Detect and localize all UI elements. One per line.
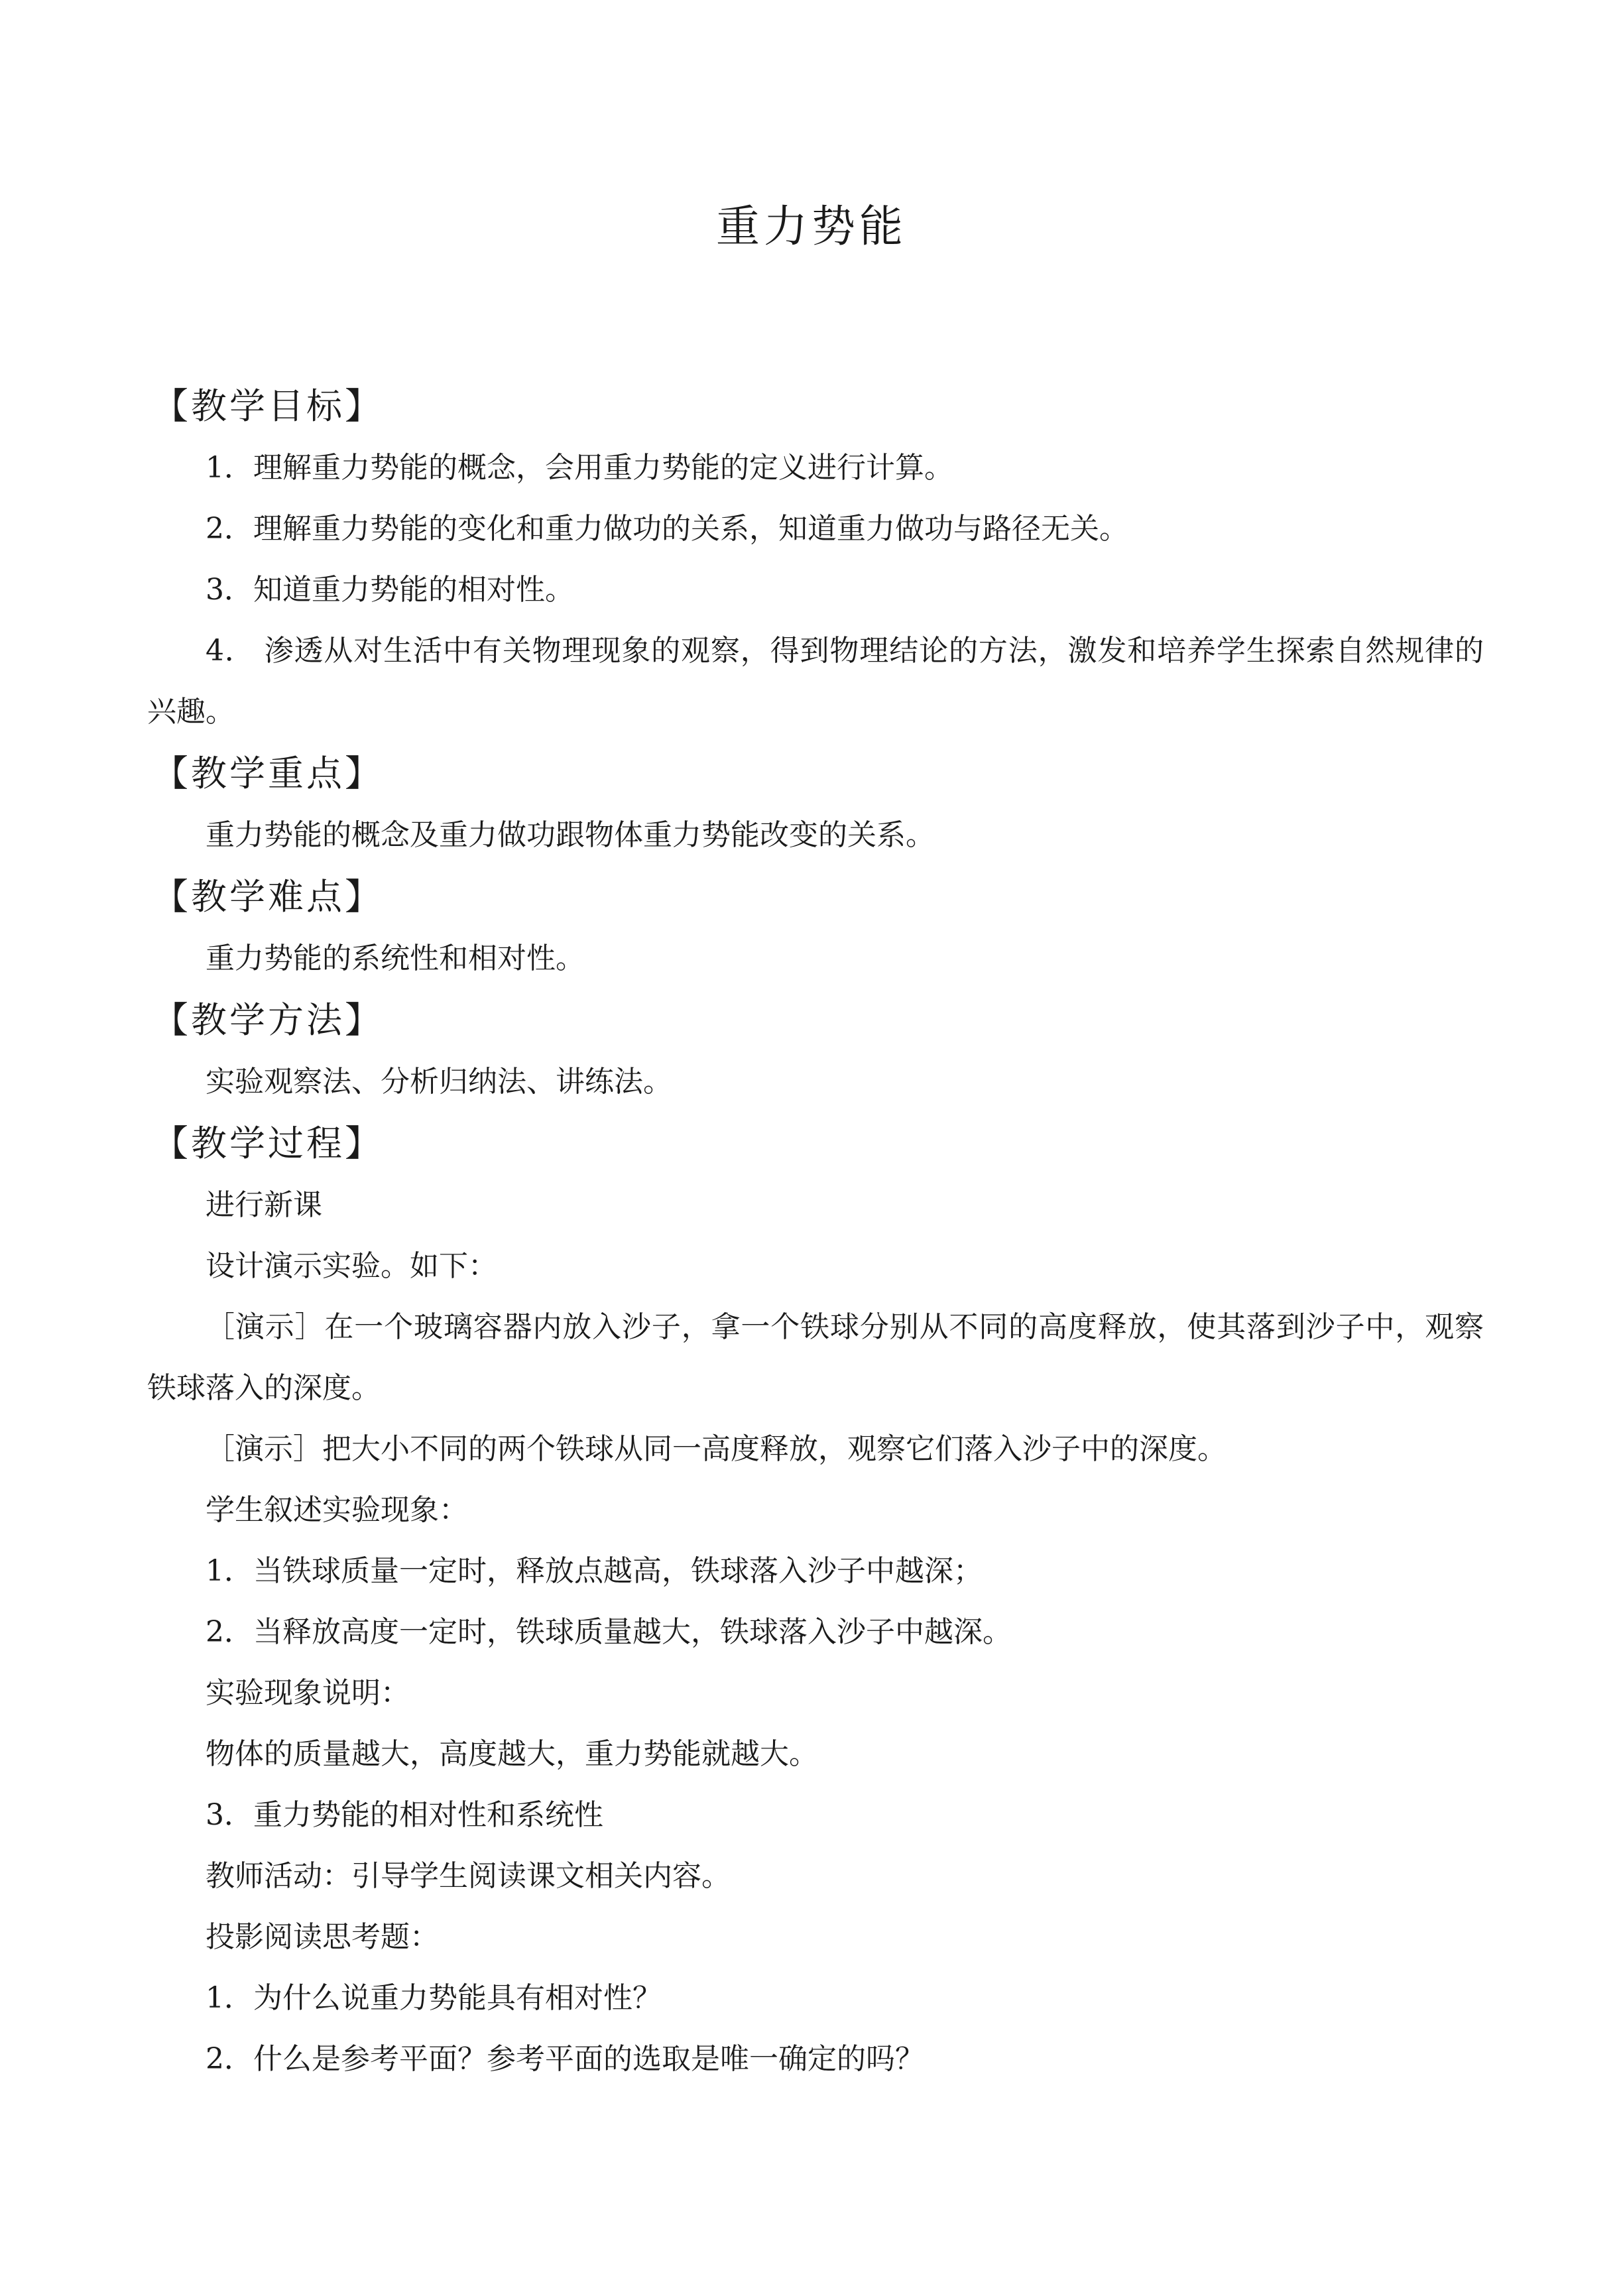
process-line-phenomenon-2: 2．当释放高度一定时，铁球质量越大，铁球落入沙子中越深。 <box>206 1615 1012 1649</box>
methods-text: 实验观察法、分析归纳法、讲练法。 <box>206 1065 672 1099</box>
section-heading-methods: 【教学方法】 <box>152 999 383 1041</box>
process-line-explanation: 物体的质量越大，高度越大，重力势能就越大。 <box>206 1737 818 1771</box>
objective-item-4: 4． 渗透从对生活中有关物理现象的观察，得到物理结论的方法，激发和培养学生探索自然规律的兴趣。 <box>147 634 1484 729</box>
process-line-question-2: 2．什么是参考平面？参考平面的选取是唯一确定的吗？ <box>206 2042 924 2076</box>
key-points-text: 重力势能的概念及重力做功跟物体重力势能改变的关系。 <box>206 818 935 852</box>
process-line-student-describe: 学生叙述实验现象： <box>206 1493 468 1527</box>
objective-item-2: 2．理解重力势能的变化和重力做功的关系，知道重力做功与路径无关。 <box>206 512 1128 546</box>
objective-item-3: 3．知道重力势能的相对性。 <box>206 573 574 607</box>
document-title: 重力势能 <box>716 201 907 252</box>
process-line-new-lesson: 进行新课 <box>206 1188 322 1222</box>
process-line-teacher-activity: 教师活动：引导学生阅读课文相关内容。 <box>206 1859 731 1893</box>
section-heading-objectives: 【教学目标】 <box>152 385 383 427</box>
process-line-demo-2: ［演示］把大小不同的两个铁球从同一高度释放，观察它们落入沙子中的深度。 <box>206 1432 1227 1466</box>
process-line-explanation-label: 实验现象说明： <box>206 1676 410 1710</box>
document-body <box>147 375 1484 2090</box>
process-line-relativity-heading: 3．重力势能的相对性和系统性 <box>206 1798 603 1832</box>
section-heading-key-points: 【教学重点】 <box>152 753 383 794</box>
objective-item-1: 1．理解重力势能的概念，会用重力势能的定义进行计算。 <box>206 451 953 485</box>
process-line-phenomenon-1: 1．当铁球质量一定时，释放点越高，铁球落入沙子中越深； <box>206 1554 983 1588</box>
process-line-design-demo: 设计演示实验。如下： <box>206 1249 497 1283</box>
process-line-reading-questions: 投影阅读思考题： <box>206 1920 439 1954</box>
section-heading-process: 【教学过程】 <box>152 1122 383 1164</box>
process-line-demo-1: ［演示］在一个玻璃容器内放入沙子，拿一个铁球分别从不同的高度释放，使其落到沙子中，观察铁球落入的深度。 <box>147 1310 1484 1405</box>
difficulties-text: 重力势能的系统性和相对性。 <box>206 941 585 975</box>
section-heading-difficulties: 【教学难点】 <box>152 876 383 918</box>
process-line-question-1: 1．为什么说重力势能具有相对性？ <box>206 1981 662 2015</box>
